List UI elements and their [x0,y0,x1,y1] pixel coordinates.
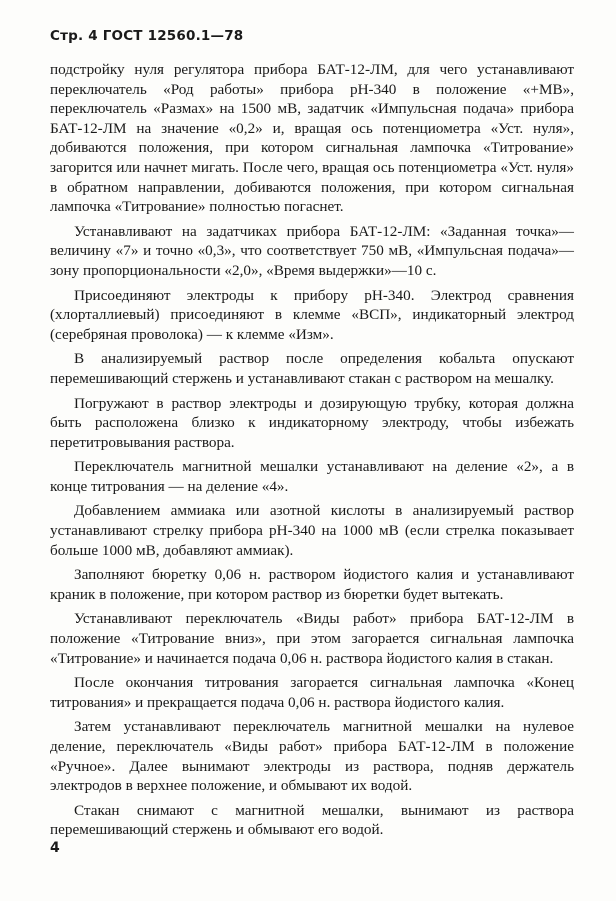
paragraph: Присоединяют электроды к прибору рН-340. Электрод сравнения (хлорталлиевый) присоединяют в клемме «ВСП», индикаторный электрод (серебряная проволока) — к клемме «Изм». [50,286,574,343]
paragraph: Устанавливают переключатель «Виды работ» прибора БАТ-12-ЛМ в положение «Титрование вниз», при этом загорается сигнальная лампочка «Титрование» и начинается подача 0,06 н. раствора йодистого калия в стакан. [50,610,574,667]
paragraph: Добавлением аммиака или азотной кислоты в анализируемый раствор устанавливают стрелку прибора рН-340 на 1000 мВ (если стрелка показывает больше 1000 мВ, добавляют аммиак). [50,502,574,559]
document-body [50,60,574,845]
page-number: 4 [50,840,60,856]
paragraph: Стакан снимают с магнитной мешалки, вынимают из раствора перемешивающий стержень и обмывают его водой. [50,801,574,839]
page-header: Стр. 4 ГОСТ 12560.1—78 [50,28,244,44]
paragraph: После окончания титрования загорается сигнальная лампочка «Конец титрования» и прекращается подача 0,06 н. раствора йодистого калия. [50,674,574,711]
paragraph: Заполняют бюретку 0,06 н. раствором йодистого калия и устанавливают краник в положение, при котором раствор из бюретки будет вытекать. [50,566,574,603]
paragraph: В анализируемый раствор после определения кобальта опускают перемешивающий стержень и устанавливают стакан с раствором на мешалку. [50,350,574,387]
paragraph: Переключатель магнитной мешалки устанавливают на деление «2», а в конце титрования — на деление «4». [50,458,574,495]
paragraph: Затем устанавливают переключатель магнитной мешалки на нулевое деление, переключатель «Виды работ» прибора БАТ-12-ЛМ в положение «Ручное». Далее вынимают электроды из раствора, подняв держатель электродов в верхнее положение, и обмывают их водой. [50,718,574,795]
paragraph: Погружают в раствор электроды и дозирующую трубку, которая должна быть расположена близко к индикаторному электроду, чтобы избежать перетитровывания раствора. [50,394,574,451]
paragraph: Устанавливают на задатчиках прибора БАТ-12-ЛМ: «Заданная точка»—величину «7» и точно «0,3», что соответствует 750 мВ, «Импульсная подача»—зону пропорциональности «2,0», «Время выдержки»—10 с. [50,222,574,279]
paragraph: подстройку нуля регулятора прибора БАТ-12-ЛМ, для чего устанавливают переключатель «Род работы» прибора рН-340 в положение «+МВ», переключатель «Размах» на 1500 мВ, задатчик «Импульсная подача» прибора БАТ-12-ЛМ на значение «0,2» и, вращая ось потенциометра «Уст. нуля», добиваются положения, при котором сигнальная лампочка «Титрование» загорится или начнет мигать. После чего, вращая ось потенциометра «Уст. нуля» в обратном направлении, добиваются положения, при котором сигнальная лампочка «Титрование» полностью погаснет. [50,61,574,216]
